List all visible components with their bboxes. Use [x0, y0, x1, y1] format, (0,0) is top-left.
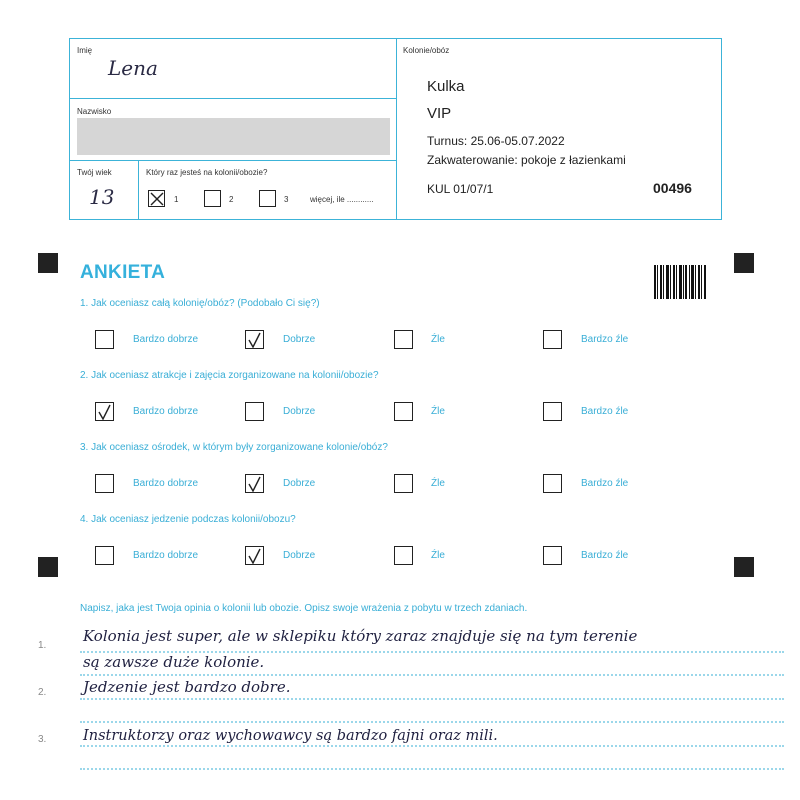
- question-2-option-label: Bardzo źle: [581, 406, 629, 417]
- name-field[interactable]: Lena: [108, 56, 158, 80]
- question-2-checkbox[interactable]: [394, 402, 413, 421]
- cross-mark-icon: [149, 191, 166, 208]
- divider: [70, 98, 396, 99]
- question-2-checkbox[interactable]: [95, 402, 114, 421]
- line-number: 1.: [38, 640, 47, 651]
- visit-option-1: 1: [174, 195, 179, 204]
- barcode-icon: [654, 265, 706, 299]
- answer-line-3[interactable]: Instruktorzy oraz wychowawcy są bardzo fajni oraz mili.: [83, 728, 498, 744]
- question-1-checkbox[interactable]: [95, 330, 114, 349]
- question-4-option-label: Dobrze: [283, 550, 316, 561]
- writing-line: [80, 768, 784, 770]
- surname-field-redacted: [77, 118, 390, 155]
- age-field[interactable]: 13: [89, 185, 115, 209]
- question-4-checkbox[interactable]: [95, 546, 114, 565]
- question-1-checkbox[interactable]: [543, 330, 562, 349]
- question-4-option-label: Bardzo dobrze: [133, 550, 199, 561]
- camp-name: Kulka: [427, 78, 465, 95]
- divider: [138, 160, 139, 219]
- camper-info-box: [69, 38, 722, 220]
- visit-checkbox-3[interactable]: [259, 190, 276, 207]
- check-mark-icon: [246, 331, 265, 350]
- writing-line: [80, 698, 784, 700]
- question-3-option-label: Bardzo źle: [581, 478, 629, 489]
- question-2-option-label: Źle: [431, 406, 445, 417]
- question-3-option-label: Źle: [431, 478, 445, 489]
- answer-line-1[interactable]: Kolonia jest super, ale w sklepiku który zaraz znajduje się na tym terenie: [83, 627, 638, 645]
- question-1-option-label: Źle: [431, 334, 445, 345]
- question-3-checkbox[interactable]: [394, 474, 413, 493]
- question-4-checkbox[interactable]: [543, 546, 562, 565]
- form-number: 00496: [653, 180, 692, 196]
- name-label: Imię: [77, 46, 93, 55]
- question-2-option-label: Bardzo dobrze: [133, 406, 199, 417]
- question-3-checkbox[interactable]: [245, 474, 264, 493]
- question-2-option-label: Dobrze: [283, 406, 316, 417]
- divider: [70, 160, 396, 161]
- accommodation: Zakwaterowanie: pokoje z łazienkami: [427, 153, 626, 167]
- visit-option-3: 3: [284, 195, 289, 204]
- camp-label: Kolonie/obóz: [403, 46, 450, 55]
- line-number: 3.: [38, 734, 47, 745]
- question-2-checkbox[interactable]: [245, 402, 264, 421]
- question-4-checkbox[interactable]: [394, 546, 413, 565]
- visit-option-more[interactable]: więcej, ile ............: [310, 195, 374, 204]
- question-1-checkbox[interactable]: [245, 330, 264, 349]
- registration-marker: [734, 253, 754, 273]
- visit-checkbox-1[interactable]: [148, 190, 165, 207]
- question-1-option-label: Bardzo źle: [581, 334, 629, 345]
- question-3-option-label: Bardzo dobrze: [133, 478, 199, 489]
- opinion-prompt: Napisz, jaka jest Twoja opinia o kolonii lub obozie. Opisz swoje wrażenia z pobytu w trzech zdaniach.: [80, 603, 528, 614]
- divider: [396, 39, 397, 219]
- question-3-checkbox[interactable]: [543, 474, 562, 493]
- question-1-option-label: Dobrze: [283, 334, 316, 345]
- answer-line-1b[interactable]: są zawsze duże kolonie.: [83, 653, 265, 671]
- question-1-checkbox[interactable]: [394, 330, 413, 349]
- question-4-checkbox[interactable]: [245, 546, 264, 565]
- question-2-checkbox[interactable]: [543, 402, 562, 421]
- question-4-option-label: Źle: [431, 550, 445, 561]
- check-mark-icon: [246, 547, 265, 566]
- check-mark-icon: [246, 475, 265, 494]
- check-mark-icon: [96, 403, 115, 422]
- question-2-text: 2. Jak oceniasz atrakcje i zajęcia zorganizowane na kolonii/obozie?: [80, 370, 379, 381]
- question-4-text: 4. Jak oceniasz jedzenie podczas kolonii/obozu?: [80, 514, 296, 525]
- question-4-option-label: Bardzo źle: [581, 550, 629, 561]
- age-label: Twój wiek: [77, 168, 112, 177]
- answer-line-2[interactable]: Jedzenie jest bardzo dobre.: [83, 678, 291, 696]
- question-3-checkbox[interactable]: [95, 474, 114, 493]
- visits-label: Który raz jesteś na kolonii/obozie?: [146, 168, 268, 177]
- registration-marker: [38, 253, 58, 273]
- question-3-option-label: Dobrze: [283, 478, 316, 489]
- visit-option-2: 2: [229, 195, 234, 204]
- writing-line: [80, 721, 784, 723]
- survey-title: ANKIETA: [80, 262, 166, 283]
- writing-line: [80, 745, 784, 747]
- question-3-text: 3. Jak oceniasz ośrodek, w którym były zorganizowane kolonie/obóz?: [80, 442, 388, 453]
- turnus-dates: Turnus: 25.06-05.07.2022: [427, 134, 565, 148]
- surname-label: Nazwisko: [77, 107, 112, 116]
- visit-checkbox-2[interactable]: [204, 190, 221, 207]
- line-number: 2.: [38, 687, 47, 698]
- registration-marker: [38, 557, 58, 577]
- question-1-text: 1. Jak oceniasz całą kolonię/obóz? (Podobało Ci się?): [80, 298, 320, 309]
- writing-line: [80, 674, 784, 676]
- question-1-option-label: Bardzo dobrze: [133, 334, 199, 345]
- registration-marker: [734, 557, 754, 577]
- camp-code: KUL 01/07/1: [427, 182, 494, 196]
- camp-type: VIP: [427, 105, 452, 122]
